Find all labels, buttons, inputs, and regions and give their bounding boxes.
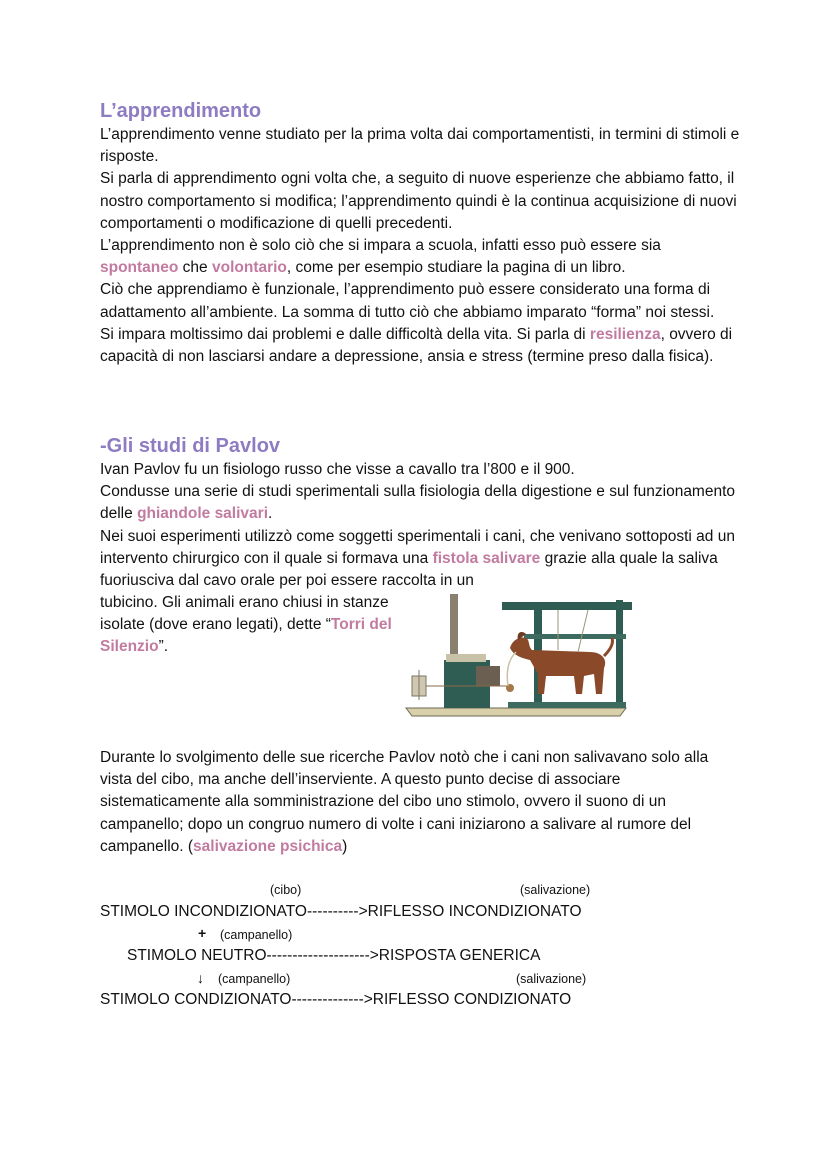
paragraph: tubicino. Gli animali erano chiusi in stanze isolate (dove erano legati), dette “Torri del Silenzio”.	[100, 594, 392, 656]
pavlov-experiment-illustration	[398, 590, 636, 722]
plus-symbol: +	[198, 925, 207, 941]
diagram-row-neutro: STIMOLO NEUTRO-------------------->RISPOSTA GENERICA	[127, 947, 541, 964]
down-arrow-icon: ↓	[197, 970, 204, 986]
highlight-term: resilienza	[589, 325, 661, 343]
paragraph: Si parla di apprendimento ogni volta che, a seguito di nuove esperienze che abbiamo fatto, il nostro comportamento si modifica; l’apprendimento quindi è la continua acquisizione di nuovi comportamenti o modificazione di quelli precedenti.	[100, 170, 737, 232]
paragraph: L’apprendimento venne studiato per la prima volta dai comportamentisti, in termini di stimoli e risposte.	[100, 126, 740, 166]
paragraph: Si impara moltissimo dai problemi e dalle difficoltà della vita. Si parla di resilienza, ovvero di capacità di non lasciarsi andare a depressione, ansia e stress (termine preso dalla fisica).	[100, 325, 733, 366]
paragraph: Ivan Pavlov fu un fisiologo russo che visse a cavallo tra l’800 e il 900.	[100, 461, 575, 478]
label-campanello: (campanello)	[218, 972, 291, 986]
section-salivazione-body	[100, 747, 740, 858]
section-title-pavlov: -Gli studi di Pavlov	[100, 435, 281, 457]
section-title-apprendimento: L’apprendimento	[100, 100, 262, 122]
label-salivazione: (salivazione)	[520, 883, 591, 897]
label-campanello: (campanello)	[220, 928, 293, 942]
highlight-term: volontario	[211, 259, 287, 277]
highlight-term: ghiandole salivari	[137, 505, 268, 523]
paragraph: Nei suoi esperimenti utilizzò come soggetti sperimentali i cani, che venivano sottoposti ad un intervento chirurgico con il quale si formava una fistola salivare grazie alla quale la saliva fuoriusciva dal cavo orale per poi essere raccolta in un	[100, 527, 735, 590]
paragraph: L’apprendimento non è solo ciò che si impara a scuola, infatti esso può essere sia spontaneo che volontario, come per esempio studiare la pagina di un libro.	[100, 237, 661, 277]
diagram-row-incondizionato: STIMOLO INCONDIZIONATO---------->RIFLESSO INCONDIZIONATO	[100, 903, 582, 920]
label-salivazione: (salivazione)	[516, 972, 587, 986]
section-pavlov-body	[100, 459, 740, 592]
section-pavlov-body-continued	[100, 592, 400, 659]
diagram-row-condizionato: STIMOLO CONDIZIONATO-------------->RIFLESSO CONDIZIONATO	[100, 991, 572, 1008]
highlight-term: Torri del Silenzio	[100, 616, 392, 656]
paragraph: Condusse una serie di studi sperimentali sulla fisiologia della digestione e sul funzionamento delle ghiandole salivari.	[100, 483, 736, 523]
label-cibo: (cibo)	[270, 883, 302, 897]
highlight-term: spontaneo	[100, 259, 179, 277]
highlight-term: salivazione psichica	[193, 837, 343, 855]
section-apprendimento-body	[100, 124, 740, 368]
paragraph: Durante lo svolgimento delle sue ricerche Pavlov notò che i cani non salivavano solo alla vista del cibo, ma anche dell’inserviente. A questo punto decise di associare sistematicamente alla somministrazione del cibo uno stimolo, ovvero il suono di un campanello; dopo un congruo numero di volte i cani iniziarono a salivare al rumore del campanello. (salivazione psichica)	[100, 749, 709, 855]
paragraph: Ciò che apprendiamo è funzionale, l’apprendimento può essere considerato una forma di adattamento all’ambiente. La somma di tutto ciò che abbiamo imparato “forma” noi stessi.	[100, 281, 715, 321]
highlight-term: fistola salivare	[432, 549, 541, 567]
